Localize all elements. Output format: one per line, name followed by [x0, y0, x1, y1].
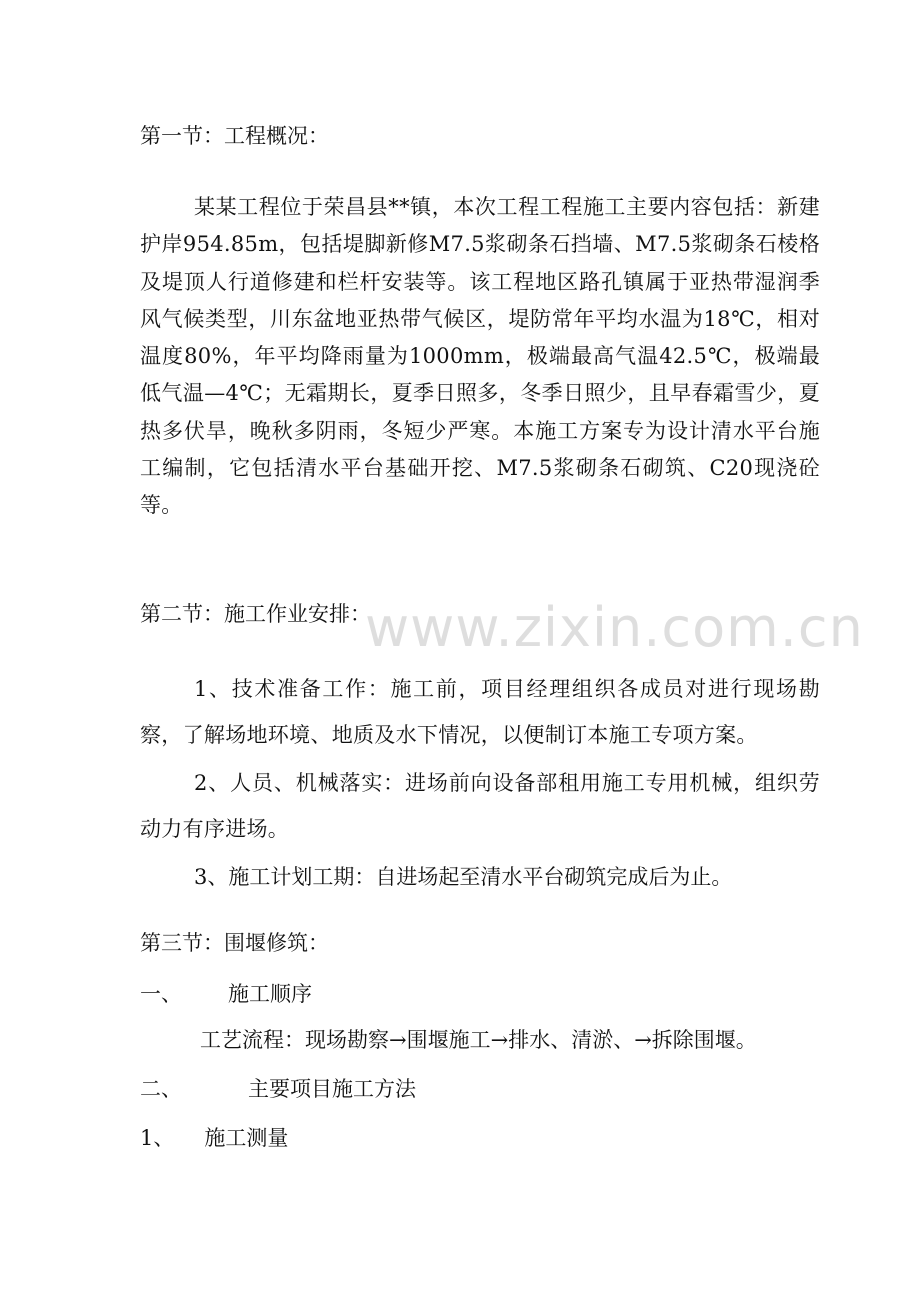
heading-1: [140, 976, 312, 1012]
section-2-item-1: 1、技术准备工作：施工前，项目经理组织各成员对进行现场勘察，了解场地环境、地质及水下情况，以便制订本施工专项方案。: [140, 677, 820, 747]
heading-2-number: 二、: [140, 1077, 182, 1101]
process-flow: 工艺流程：现场勘察→围堰施工→排水、清淤、→拆除围堰。: [200, 1028, 757, 1052]
heading-3-number: 1、: [140, 1126, 175, 1150]
section-1-paragraph: 某某工程位于荣昌县**镇，本次工程工程施工主要内容包括：新建护岸954.85m，包括堤脚新修M7.5浆砌条石挡墙、M7.5浆砌条石棱格及堤顶人行道修建和栏杆安装等。该工程地区路孔镇属于亚热带湿润季风气候类型，川东盆地亚热带气候区，堤防常年平均水温为18℃，相对温度80%，年平均降雨量为1000mm，极端最高气温42.5℃，极端最低气温—4℃；无霜期长，夏季日照多，冬季日照少，且早春霜雪少，夏热多伏旱，晚秋多阴雨，冬短少严寒。本施工方案专为设计清水平台施工编制，它包括清水平台基础开挖、M7.5浆砌条石砌筑、C20现浇砼等。: [140, 195, 820, 518]
section-1-title: 第一节：工程概况：: [140, 124, 329, 148]
watermark: www.zixin.com.cn: [365, 596, 864, 659]
heading-2: [140, 1071, 416, 1107]
heading-2-text: 主要项目施工方法: [248, 1077, 416, 1101]
heading-3: [140, 1120, 288, 1156]
section-3-title: 第三节：围堰修筑：: [140, 931, 329, 955]
heading-3-text: 施工测量: [204, 1126, 289, 1150]
section-2-title: 第二节：施工作业安排：: [140, 602, 371, 626]
section-2-item-2: 2、人员、机械落实：进场前向设备部租用施工专用机械，组织劳动力有序进场。: [140, 771, 820, 841]
heading-1-number: 一、: [140, 982, 182, 1006]
section-2-item-3: 3、施工计划工期：自进场起至清水平台砌筑完成后为止。: [194, 865, 733, 889]
heading-1-text: 施工顺序: [228, 982, 312, 1006]
